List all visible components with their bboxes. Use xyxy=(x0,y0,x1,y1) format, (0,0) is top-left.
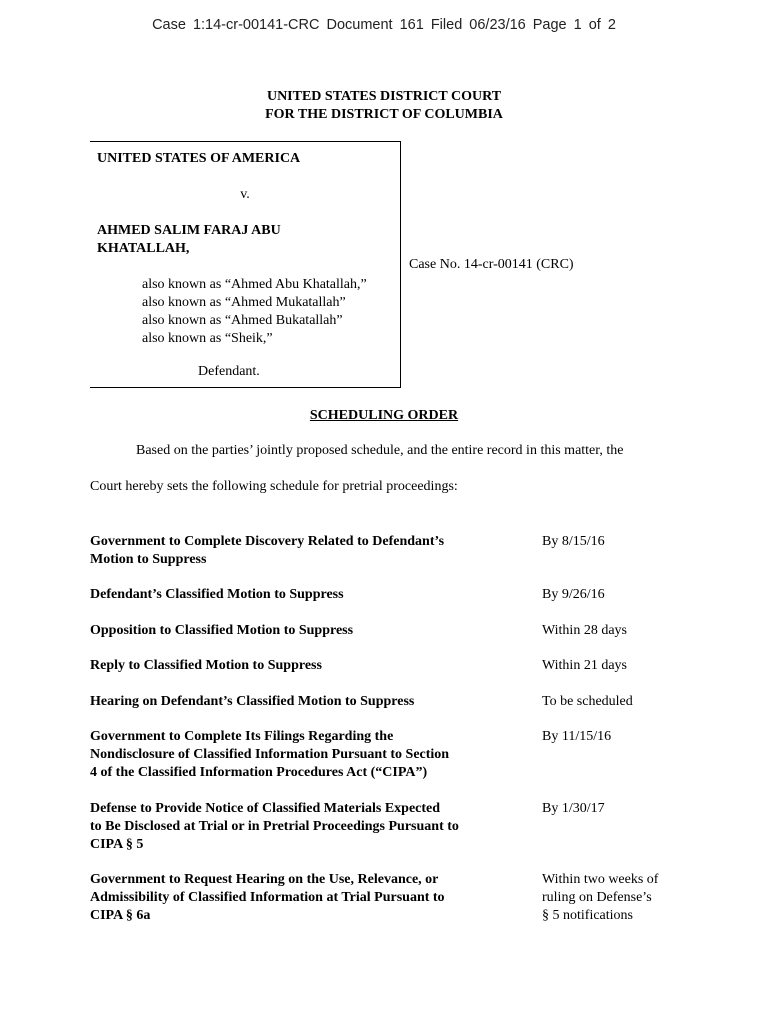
plaintiff-name: UNITED STATES OF AMERICA xyxy=(97,151,301,166)
alias-item: also known as “Ahmed Mukatallah” xyxy=(142,295,346,310)
defendant-label: Defendant. xyxy=(198,364,260,379)
schedule-event xyxy=(90,693,500,711)
event-line: Motion to Suppress xyxy=(90,552,207,567)
deadline-line: By 9/26/16 xyxy=(542,587,605,602)
court-name xyxy=(0,88,768,124)
alias-item: also known as “Ahmed Abu Khatallah,” xyxy=(142,277,367,292)
schedule-deadline xyxy=(542,693,692,711)
schedule-event xyxy=(90,728,500,782)
schedule-event xyxy=(90,871,500,925)
event-line: Reply to Classified Motion to Suppress xyxy=(90,658,322,673)
event-line: 4 of the Classified Information Procedures Act (“CIPA”) xyxy=(90,765,428,780)
deadline-line: By 1/30/17 xyxy=(542,801,605,816)
schedule-deadline xyxy=(542,622,692,640)
event-line: Government to Request Hearing on the Use, Relevance, or xyxy=(90,872,439,887)
deadline-line: ruling on Defense’s xyxy=(542,890,652,905)
alias-item: also known as “Sheik,” xyxy=(142,331,273,346)
case-caption-box xyxy=(90,141,401,388)
schedule-deadline xyxy=(542,533,692,551)
deadline-line: To be scheduled xyxy=(542,694,633,709)
event-line: Opposition to Classified Motion to Suppress xyxy=(90,623,354,638)
event-line: CIPA § 6a xyxy=(90,908,151,923)
alias-item: also known as “Ahmed Bukatallah” xyxy=(142,313,343,328)
case-number: Case No. 14-cr-00141 (CRC) xyxy=(409,257,574,272)
court-line-1: UNITED STATES DISTRICT COURT xyxy=(266,89,502,104)
deadline-line: By 11/15/16 xyxy=(542,729,612,744)
deadline-line: Within 28 days xyxy=(542,623,627,638)
event-line: Government to Complete Discovery Related to Defendant’s xyxy=(90,534,445,549)
deadline-line: Within 21 days xyxy=(542,658,627,673)
order-title: SCHEDULING ORDER xyxy=(309,408,459,423)
deadline-line: By 8/15/16 xyxy=(542,534,605,549)
schedule-deadline xyxy=(542,728,692,746)
alias-list xyxy=(142,276,367,348)
schedule-event xyxy=(90,533,500,569)
schedule-event xyxy=(90,622,500,640)
court-line-2: FOR THE DISTRICT OF COLUMBIA xyxy=(265,107,503,122)
order-paragraph-line-2: Court hereby sets the following schedule for pretrial proceedings: xyxy=(90,479,458,494)
order-paragraph-line-1: Based on the parties’ jointly proposed schedule, and the entire record in this matter, the xyxy=(136,443,624,458)
defendant-name-line-1: AHMED SALIM FARAJ ABU xyxy=(97,223,281,238)
schedule-deadline xyxy=(542,586,692,604)
defendant-name-line-2: KHATALLAH, xyxy=(97,241,190,256)
event-line: Defense to Provide Notice of Classified Materials Expected xyxy=(90,801,441,816)
defendant-name xyxy=(97,222,281,258)
event-line: Admissibility of Classified Information at Trial Pursuant to xyxy=(90,890,445,905)
schedule-event xyxy=(90,800,500,854)
versus: v. xyxy=(240,187,250,202)
event-line: Defendant’s Classified Motion to Suppress xyxy=(90,587,344,602)
filing-header: Case 1:14-cr-00141-CRC Document 161 Filed 06/23/16 Page 1 of 2 xyxy=(152,17,616,33)
event-line: Government to Complete Its Filings Regarding the xyxy=(90,729,394,744)
event-line: Hearing on Defendant’s Classified Motion to Suppress xyxy=(90,694,415,709)
schedule-deadline xyxy=(542,657,692,675)
event-line: to Be Disclosed at Trial or in Pretrial Proceedings Pursuant to xyxy=(90,819,459,834)
event-line: CIPA § 5 xyxy=(90,837,144,852)
schedule-deadline xyxy=(542,800,692,818)
schedule-event xyxy=(90,586,500,604)
event-line: Nondisclosure of Classified Information Pursuant to Section xyxy=(90,747,450,762)
deadline-line: Within two weeks of xyxy=(542,872,659,887)
deadline-line: § 5 notifications xyxy=(542,908,633,923)
schedule-event xyxy=(90,657,500,675)
schedule-deadline xyxy=(542,871,692,925)
